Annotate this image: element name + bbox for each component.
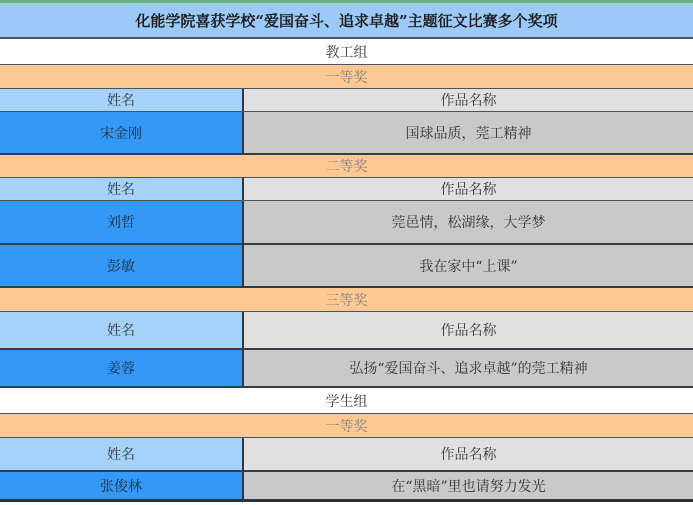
group-label: 教工组: [325, 44, 368, 61]
name-column-header: 姓名: [0, 178, 244, 200]
award-label: 一等奖: [325, 69, 368, 86]
group-row-students: [0, 388, 693, 414]
page-title: 化能学院喜获学校“爱国奋斗、追求卓越”主题征文比赛多个奖项: [135, 11, 558, 30]
winner-name: 姜蓉: [0, 350, 244, 386]
award-label: 一等奖: [325, 418, 368, 435]
table-row: [0, 201, 693, 245]
table-title-row: [0, 3, 693, 39]
table-row: [0, 245, 693, 288]
work-column-header: 作品名称: [244, 178, 693, 200]
work-title: 莞邑情，松湖缘，大学梦: [244, 201, 693, 243]
winner-name: 刘哲: [0, 201, 244, 243]
winner-name: 张俊林: [0, 472, 244, 499]
award-row-second-prize-faculty: [0, 155, 693, 178]
award-row-third-prize-faculty: [0, 288, 693, 312]
winner-name: 宋金刚: [0, 112, 244, 153]
award-label: 二等奖: [325, 159, 368, 175]
award-row-first-prize-students: [0, 414, 693, 438]
award-row-first-prize-faculty: [0, 65, 693, 89]
name-column-header: 姓名: [0, 438, 244, 470]
work-column-header: 作品名称: [244, 312, 693, 348]
award-label: 三等奖: [325, 292, 368, 309]
name-column-header: 姓名: [0, 89, 244, 111]
work-column-header: 作品名称: [244, 89, 693, 111]
column-header-row: [0, 178, 693, 201]
work-title: 国球品质，莞工精神: [244, 112, 693, 153]
table-row: [0, 472, 693, 502]
work-column-header: 作品名称: [244, 438, 693, 470]
work-title: 我在家中“上课”: [244, 245, 693, 286]
column-header-row: [0, 89, 693, 112]
group-row-faculty: [0, 39, 693, 65]
table-row: [0, 350, 693, 388]
work-title: 弘扬“爱国奋斗、追求卓越”的莞工精神: [244, 350, 693, 386]
table-row: [0, 112, 693, 155]
winner-name: 彭敏: [0, 245, 244, 286]
group-label: 学生组: [325, 393, 368, 410]
name-column-header: 姓名: [0, 312, 244, 348]
work-title: 在“黑暗”里也请努力发光: [244, 472, 693, 499]
column-header-row: [0, 312, 693, 350]
column-header-row: [0, 438, 693, 472]
